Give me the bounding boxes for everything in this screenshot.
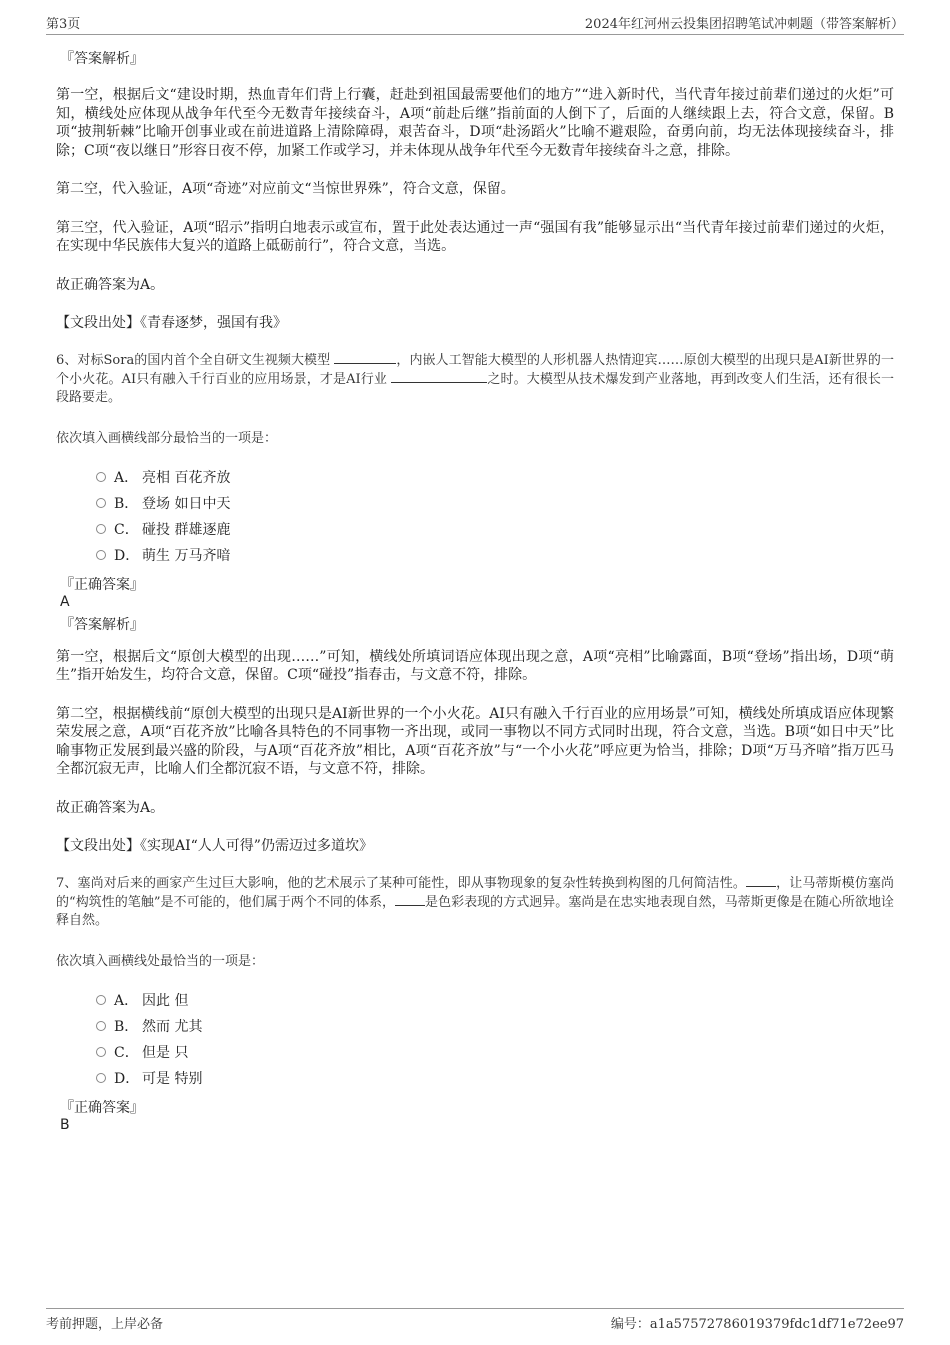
q7-option-c[interactable] bbox=[96, 1039, 894, 1065]
q6-blank-2 bbox=[391, 370, 487, 383]
option-letter: C． bbox=[114, 1044, 139, 1061]
q6-option-a[interactable] bbox=[96, 464, 894, 490]
option-letter: D． bbox=[114, 547, 140, 564]
page-header bbox=[46, 10, 904, 35]
q6-option-b[interactable] bbox=[96, 490, 894, 516]
q7-option-a[interactable] bbox=[96, 987, 894, 1013]
q7-prompt: 依次填入画横线处最恰当的一项是： bbox=[56, 953, 265, 969]
q6-analysis-label: 『答案解析』 bbox=[60, 616, 144, 633]
radio-icon[interactable] bbox=[96, 498, 106, 508]
q6-text-b: ，内嵌人工智能大模型的人形机器人热情迎宾……原创大模型的出现只是AI新世界的一个小火花。AI只有融入千行百业的应用场景，才是AI行业 bbox=[56, 352, 894, 387]
radio-icon[interactable] bbox=[96, 995, 106, 1005]
q7-text-a: 7、塞尚对后来的画家产生过巨大影响，他的艺术展示了某种可能性，即从事物现象的复杂性转换到构图的几何简洁性。 bbox=[56, 875, 747, 891]
radio-icon[interactable] bbox=[96, 550, 106, 560]
footer-slogan: 考前押题，上岸必备 bbox=[46, 1317, 164, 1332]
q6-answer: A bbox=[60, 593, 70, 610]
q6-question bbox=[56, 351, 894, 407]
q7-question bbox=[56, 874, 894, 930]
q5-analysis-p1: 第一空，根据后文“建设时期，热血青年们背上行囊，赶赴到祖国最需要他们的地方”“进入新时代，当代青年接过前辈们递过的火炬”可知，横线处应体现从战争年代至今无数青年接续奋斗，A项“前赴后继”指前面的人倒下了，后面的人继续跟上去，符合文意，保留。B项“披荆斩棘”比喻开创事业或在前进道路上清除障碍，艰苦奋斗，D项“赴汤蹈火”比喻不避艰险，奋勇向前，均无法体现接续奋斗，排除；C项“夜以继日”形容日夜不停，加紧工作或学习，并未体现从战争年代至今无数青年接续奋斗之意，排除。 bbox=[56, 87, 894, 159]
radio-icon[interactable] bbox=[96, 472, 106, 482]
option-letter: D． bbox=[114, 1070, 140, 1087]
q7-option-b[interactable] bbox=[96, 1013, 894, 1039]
option-letter: B． bbox=[114, 495, 139, 512]
option-text: 然而 尤其 bbox=[142, 1018, 203, 1035]
q6-answer-label: 『正确答案』 bbox=[60, 576, 144, 593]
q6-analysis-p1: 第一空，根据后文“原创大模型的出现……”可知，横线处所填词语应体现出现之意，A项“亮相”比喻露面，B项“登场”指出场，D项“萌生”指开始发生，均符合文意，保留。C项“碰投”指春击，与文意不符，排除。 bbox=[56, 648, 894, 683]
option-text: 但是 只 bbox=[142, 1044, 189, 1061]
page-number: 第3页 bbox=[46, 17, 81, 32]
document-title: 2024年红河州云投集团招聘笔试冲刺题（带答案解析） bbox=[584, 17, 904, 32]
radio-icon[interactable] bbox=[96, 1047, 106, 1057]
radio-icon[interactable] bbox=[96, 1021, 106, 1031]
option-letter: A． bbox=[114, 992, 139, 1009]
document-id: 编号：a1a57572786019379fdc1df71e72ee97 bbox=[610, 1317, 904, 1332]
q5-analysis-p2: 第二空，代入验证，A项“奇迹”对应前文“当惊世界殊”，符合文意，保留。 bbox=[56, 181, 515, 197]
q5-analysis-label: 『答案解析』 bbox=[60, 51, 144, 67]
q6-conclusion: 故正确答案为A。 bbox=[56, 799, 165, 816]
q6-text-c: 之时。大模型从技术爆发到产业落地，再到改变人们生活，还有很长一段路要走。 bbox=[56, 371, 894, 405]
q7-text-b: ，让马蒂斯模仿塞尚的“构筑性的笔触”是不可能的，他们属于两个不同的体系， bbox=[56, 875, 894, 910]
option-text: 可是 特别 bbox=[142, 1070, 203, 1087]
q6-analysis-p2: 第二空，根据横线前“原创大模型的出现只是AI新世界的一个小火花。AI只有融入千行百业的应用场景”可知，横线处所填成语应体现繁荣发展之意，A项“百花齐放”比喻各具特色的不同事物一齐出现，或同一事物以不同方式同时出现，符合文意，当选。B项“如日中天”比喻事物正发展到最兴盛的阶段，与A项“百花齐放”相比，A项“百花齐放”与“一个小火花”呼应更为恰当，排除；D项“万马齐喑”指万匹马全都沉寂无声，比喻人们全都沉寂不语，与文意不符，排除。 bbox=[56, 705, 894, 777]
option-text: 萌生 万马齐喑 bbox=[142, 547, 231, 564]
q7-answer-label: 『正确答案』 bbox=[60, 1099, 144, 1116]
radio-icon[interactable] bbox=[96, 524, 106, 534]
q6-prompt: 依次填入画横线部分最恰当的一项是： bbox=[56, 430, 278, 446]
q6-text-a: 6、对标Sora的国内首个全自研文生视频大模型 bbox=[56, 352, 335, 368]
option-letter: C． bbox=[114, 521, 139, 538]
q7-answer: B bbox=[60, 1116, 70, 1133]
option-text: 亮相 百花齐放 bbox=[142, 469, 231, 486]
q6-options bbox=[96, 464, 894, 568]
option-text: 登场 如日中天 bbox=[142, 495, 231, 512]
q5-conclusion: 故正确答案为A。 bbox=[56, 276, 165, 293]
q7-text-c: 是色彩表现的方式迥异。塞尚是在忠实地表现自然，马蒂斯更像是在随心所欲地诠释自然。 bbox=[56, 894, 894, 928]
q7-blank-2 bbox=[395, 893, 425, 906]
q7-options bbox=[96, 987, 894, 1091]
q6-blank-1 bbox=[334, 351, 396, 364]
option-text: 因此 但 bbox=[142, 992, 189, 1009]
q6-option-d[interactable] bbox=[96, 542, 894, 568]
q6-source: 【文段出处】《实现AI“人人可得”仍需迈过多道坎》 bbox=[56, 838, 373, 854]
radio-icon[interactable] bbox=[96, 1073, 106, 1083]
q5-analysis-p3: 第三空，代入验证，A项“昭示”指明白地表示或宣布，置于此处表达通过一声“强国有我”能够显示出“当代青年接过前辈们递过的火炬，在实现中华民族伟大复兴的道路上砥砺前行”，符合文意，当选。 bbox=[56, 219, 894, 254]
q5-source: 【文段出处】《青春逐梦，强国有我》 bbox=[56, 315, 287, 331]
q6-option-c[interactable] bbox=[96, 516, 894, 542]
document-body bbox=[56, 44, 894, 1133]
q7-option-d[interactable] bbox=[96, 1065, 894, 1091]
page-footer bbox=[46, 1308, 904, 1332]
option-letter: B． bbox=[114, 1018, 139, 1035]
option-text: 碰投 群雄逐鹿 bbox=[142, 521, 231, 538]
q7-blank-1 bbox=[746, 874, 776, 887]
option-letter: A． bbox=[114, 469, 139, 486]
